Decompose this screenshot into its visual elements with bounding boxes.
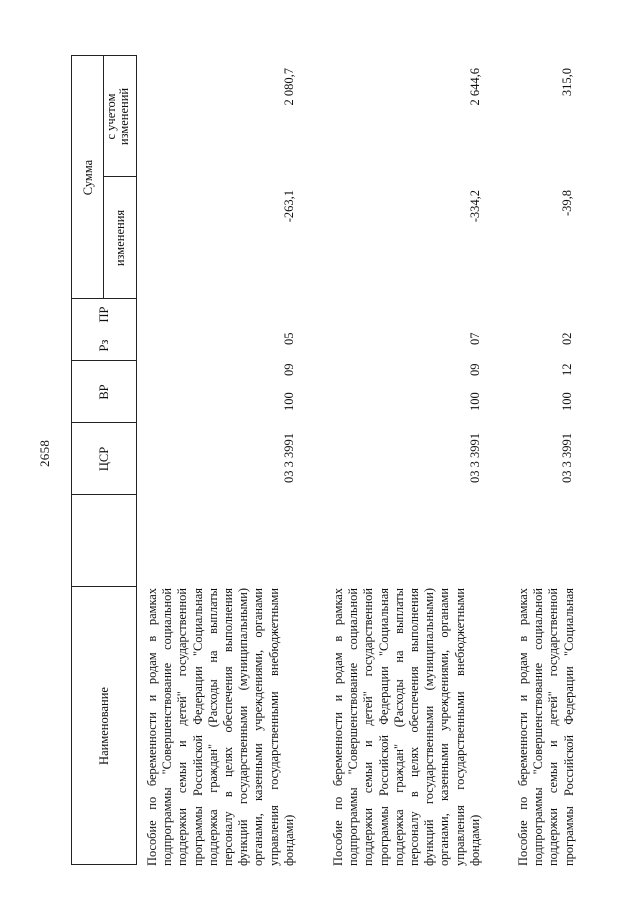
row2-name-line: персоналу в целях обеспечения выполнения — [407, 588, 422, 866]
row2-change: -334,2 — [468, 190, 482, 223]
header-with-changes-line1: с учетом — [104, 93, 118, 140]
row2-pr: 07 — [468, 332, 482, 345]
table-top-border — [71, 56, 72, 865]
row1-name-line: органами, казенными учреждениями, органами — [251, 588, 266, 866]
row2-vr: 100 — [468, 392, 482, 411]
header-pr: ПР — [97, 306, 111, 323]
row3-csr: 03 3 3991 — [560, 433, 574, 483]
row2-name-line: подпрограммы "Совершенствование социальной — [346, 588, 361, 866]
header-bottom-border — [136, 56, 137, 865]
header-name: Наименование — [97, 687, 111, 765]
row2-name-line: функций государственными (муниципальными) — [422, 588, 437, 866]
row3-rz: 12 — [560, 363, 574, 376]
header-with-changes-line2: изменений — [117, 87, 131, 146]
row1-vr: 100 — [282, 392, 296, 411]
row3-pr: 02 — [560, 332, 574, 345]
row3-name-line: программы Российской Федерации "Социальная — [561, 588, 576, 866]
row1-total: 2 080,7 — [282, 68, 296, 106]
row3-name-line: подпрограммы "Совершенствование социальной — [531, 588, 546, 866]
row1-name-line: функций государственными (муниципальными) — [236, 588, 251, 866]
row1-rz: 09 — [282, 363, 296, 376]
header-csr: ЦСР — [97, 446, 111, 472]
row3-name-line: поддержки семьи и детей" государственной — [546, 588, 561, 866]
row3-vr: 100 — [560, 392, 574, 411]
row2-name-line: фондами) — [467, 814, 482, 866]
row2-total: 2 644,6 — [468, 68, 482, 106]
row1-name-line: управления государственными внебюджетными — [266, 588, 281, 866]
row3-total: 315,0 — [560, 68, 574, 97]
row2-name-line: Пособие по беременности и родам в рамках — [331, 588, 345, 866]
row1-csr: 03 3 3991 — [282, 433, 296, 483]
row1-name — [145, 588, 297, 866]
row1-name-line: персоналу в целях обеспечения выполнения — [221, 588, 236, 866]
header-change: изменения — [113, 209, 127, 267]
row2-rz: 09 — [468, 363, 482, 376]
header-rz: Рз — [97, 339, 111, 352]
row1-name-line: поддержка граждан" (Расходы на выплаты — [205, 588, 220, 866]
sum-header-divider — [103, 56, 104, 299]
row2-name — [331, 588, 483, 866]
row2-name-line: органами, казенными учреждениями, органами — [437, 588, 452, 866]
header-vr: ВР — [97, 384, 111, 400]
row1-name-line: программы Российской Федерации "Социальная — [190, 588, 205, 866]
row2-name-line: поддержки семьи и детей" государственной — [361, 588, 376, 866]
page-number: 2658 — [37, 439, 52, 467]
row1-change: -263,1 — [282, 190, 296, 223]
row1-name-line: фондами) — [281, 814, 296, 866]
row3-name-line: Пособие по беременности и родам в рамках — [516, 588, 530, 866]
row3-change: -39,8 — [560, 190, 574, 217]
row3-name — [516, 588, 577, 866]
row2-name-line: управления государственными внебюджетными — [452, 588, 467, 866]
header-sum: Сумма — [81, 159, 95, 196]
row1-name-line: Пособие по беременности и родам в рамках — [145, 588, 159, 866]
row1-name-line: поддержки семьи и детей" государственной — [175, 588, 190, 866]
row1-name-line: подпрограммы "Совершенствование социальной — [160, 588, 175, 866]
row2-name-line: программы Российской Федерации "Социальная — [376, 588, 391, 866]
row2-name-line: поддержка граждан" (Расходы на выплаты — [391, 588, 406, 866]
row1-pr: 05 — [282, 332, 296, 345]
row2-csr: 03 3 3991 — [468, 433, 482, 483]
